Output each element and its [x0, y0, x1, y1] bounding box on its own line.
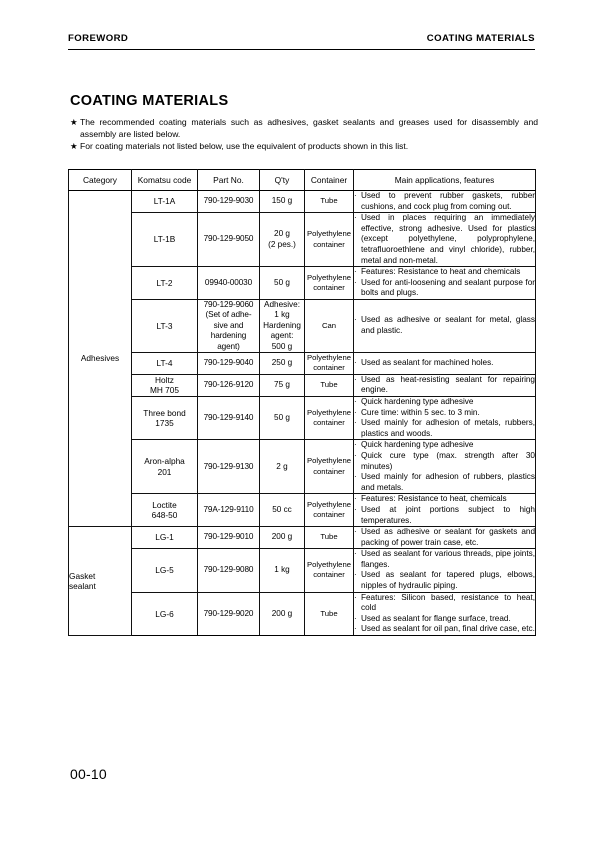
table-row: [69, 549, 536, 592]
bullet-dot-icon: ·: [354, 315, 357, 325]
container-cell: Polyethylene container: [305, 494, 354, 527]
bullet-dot-icon: ·: [354, 396, 357, 406]
header-right-text: COATING MATERIALS: [426, 33, 535, 44]
komatsu-code-cell: Holtz MH 705: [132, 374, 198, 396]
category-cell: Gasket sealant: [69, 527, 132, 636]
feature-item: [354, 278, 535, 299]
part-no-cell: 09940-00030: [198, 267, 260, 300]
bullet-dot-icon: ·: [354, 527, 357, 537]
feature-item: [354, 472, 535, 493]
bullet-dot-icon: ·: [354, 450, 357, 460]
main-applications-cell: [354, 592, 536, 635]
qty-cell: 50 g: [260, 396, 305, 439]
part-no-cell: 790-129-9010: [198, 527, 260, 549]
feature-text: Used at joint portions subject to high temperatures.: [361, 504, 535, 525]
container-cell: Polyethylene container: [305, 549, 354, 592]
part-no-cell: 790-129-9050: [198, 213, 260, 267]
part-no-cell: 790-129-9140: [198, 396, 260, 439]
intro-note-1: [70, 117, 538, 140]
feature-item: [354, 549, 535, 570]
komatsu-code-cell: LG-5: [132, 549, 198, 592]
part-no-cell: 790-129-9130: [198, 440, 260, 494]
main-applications-cell: [354, 527, 536, 549]
komatsu-code-cell: Aron-alpha 201: [132, 440, 198, 494]
feature-item: [354, 494, 535, 505]
coating-materials-table: [68, 169, 536, 636]
container-cell: Tube: [305, 592, 354, 635]
feature-item: [354, 451, 535, 472]
main-applications-cell: [354, 374, 536, 396]
feature-text: Used as sealant for oil pan, final drive case, etc.: [361, 624, 535, 634]
qty-cell: 50 g: [260, 267, 305, 300]
feature-list: [354, 267, 535, 299]
feature-item: [354, 505, 535, 526]
star-icon: ★: [70, 141, 78, 152]
qty-cell: 200 g: [260, 592, 305, 635]
table-head: [69, 170, 536, 191]
part-no-cell: 790-126-9120: [198, 374, 260, 396]
qty-cell: 150 g: [260, 191, 305, 213]
table-row: [69, 494, 536, 527]
table-row: [69, 527, 536, 549]
feature-list: [354, 549, 535, 591]
main-applications-cell: [354, 213, 536, 267]
intro-notes: [70, 117, 538, 154]
qty-cell: 2 g: [260, 440, 305, 494]
feature-item: [354, 418, 535, 439]
feature-item: [354, 614, 535, 625]
column-header-container: Container: [305, 170, 354, 191]
part-no-cell: 790-129-9020: [198, 592, 260, 635]
table-row: [69, 213, 536, 267]
bullet-dot-icon: ·: [354, 374, 357, 384]
feature-text: Features: Silicon based, resistance to heat, cold: [361, 592, 535, 613]
page-number: 00-10: [70, 766, 107, 782]
main-applications-cell: [354, 191, 536, 213]
container-cell: Polyethylene container: [305, 352, 354, 374]
bullet-dot-icon: ·: [354, 191, 357, 200]
qty-cell: 50 cc: [260, 494, 305, 527]
star-icon: ★: [70, 117, 78, 127]
qty-cell: 1 kg: [260, 549, 305, 592]
table-row: [69, 352, 536, 374]
bullet-dot-icon: ·: [354, 472, 357, 482]
part-no-cell: 790-129-9040: [198, 352, 260, 374]
feature-text: Cure time: within 5 sec. to 3 min.: [361, 407, 480, 417]
header-left-text: FOREWORD: [68, 33, 129, 44]
feature-item: [354, 624, 535, 635]
page-title: COATING MATERIALS: [70, 93, 229, 109]
feature-text: Used as sealant for machined holes.: [361, 358, 494, 368]
bullet-dot-icon: ·: [354, 504, 357, 514]
bullet-dot-icon: ·: [354, 549, 357, 559]
feature-list: [354, 358, 535, 369]
table-row: [69, 191, 536, 213]
feature-list: [354, 213, 535, 266]
main-applications-cell: [354, 440, 536, 494]
container-cell: Tube: [305, 374, 354, 396]
feature-item: [354, 315, 535, 336]
table-row: [69, 267, 536, 300]
feature-list: [354, 315, 535, 336]
feature-item: [354, 408, 535, 419]
table-row: [69, 396, 536, 439]
bullet-dot-icon: ·: [354, 277, 357, 287]
feature-text: Used as sealant for various threads, pipe joints, flanges.: [361, 549, 535, 569]
bullet-dot-icon: ·: [354, 570, 357, 580]
feature-text: Used for anti-loosening and sealant purpose for bolts and plugs.: [361, 277, 535, 298]
part-no-cell: 790-129-9060 (Set of adhe- sive and hardening agent): [198, 299, 260, 352]
bullet-dot-icon: ·: [354, 592, 357, 602]
container-cell: Polyethylene container: [305, 396, 354, 439]
feature-item: [354, 375, 535, 396]
bullet-dot-icon: ·: [354, 267, 357, 277]
feature-list: [354, 375, 535, 396]
qty-cell: 75 g: [260, 374, 305, 396]
intro-note-1-text: The recommended coating materials such as adhesives, gasket sealants and greases used for disassembly and assembly are listed below.: [80, 117, 538, 139]
column-header-part-no: Part No.: [198, 170, 260, 191]
part-no-cell: 79A-129-9110: [198, 494, 260, 527]
feature-item: [354, 570, 535, 591]
container-cell: Polyethylene container: [305, 213, 354, 267]
table-header-row: [69, 170, 536, 191]
feature-text: Used in places requiring an immediately effective, strong adhesive. Used for plastics (except polyethylene, polyprophylene, tetrafluoroethlene and vinyl chloride), rubber, metal and non-metal.: [361, 213, 535, 265]
main-applications-cell: [354, 549, 536, 592]
table-row: [69, 440, 536, 494]
part-no-cell: 790-129-9030: [198, 191, 260, 213]
feature-item: [354, 267, 535, 278]
komatsu-code-cell: LT-3: [132, 299, 198, 352]
main-applications-cell: [354, 494, 536, 527]
bullet-dot-icon: ·: [354, 358, 357, 368]
komatsu-code-cell: Three bond 1735: [132, 396, 198, 439]
main-applications-cell: [354, 352, 536, 374]
bullet-dot-icon: ·: [354, 213, 357, 223]
container-cell: Polyethylene container: [305, 267, 354, 300]
column-header-main-applications: Main applications, features: [354, 170, 536, 191]
header-rule: [68, 49, 535, 50]
feature-text: Quick cure type (max. strength after 30 minutes): [361, 450, 535, 471]
feature-text: Used to prevent rubber gaskets, rubber cushions, and cock plug from coming out.: [361, 191, 535, 211]
feature-text: Used mainly for adhesion of rubbers, plastics and metals.: [361, 472, 535, 492]
container-cell: Tube: [305, 191, 354, 213]
main-applications-cell: [354, 396, 536, 439]
table-body: [69, 191, 536, 636]
qty-cell: 200 g: [260, 527, 305, 549]
bullet-dot-icon: ·: [354, 624, 357, 634]
qty-cell: Adhesive: 1 kg Hardening agent: 500 g: [260, 299, 305, 352]
feature-list: [354, 191, 535, 212]
container-cell: Can: [305, 299, 354, 352]
bullet-dot-icon: ·: [354, 494, 357, 504]
main-applications-cell: [354, 267, 536, 300]
column-header-category: Category: [69, 170, 132, 191]
intro-note-2: [70, 141, 538, 153]
feature-item: [354, 213, 535, 266]
feature-list: [354, 494, 535, 526]
feature-item: [354, 191, 535, 212]
coating-materials-table-wrapper: [68, 169, 535, 636]
feature-text: Features: Resistance to heat and chemicals: [361, 267, 521, 277]
category-cell: Adhesives: [69, 191, 132, 527]
komatsu-code-cell: LG-6: [132, 592, 198, 635]
feature-text: Used as sealant for tapered plugs, elbows, nipples of hydraulic piping.: [361, 570, 535, 591]
feature-item: [354, 440, 535, 451]
komatsu-code-cell: LT-4: [132, 352, 198, 374]
feature-list: [354, 397, 535, 439]
feature-text: Quick hardening type adhesive: [361, 396, 474, 406]
container-cell: Polyethylene container: [305, 440, 354, 494]
komatsu-code-cell: LT-1A: [132, 191, 198, 213]
feature-item: [354, 527, 535, 548]
feature-text: Quick hardening type adhesive: [361, 440, 474, 450]
feature-item: [354, 358, 535, 369]
feature-item: [354, 593, 535, 614]
feature-list: [354, 440, 535, 493]
table-row: [69, 374, 536, 396]
feature-text: Features: Resistance to heat, chemicals: [361, 494, 507, 504]
komatsu-code-cell: LG-1: [132, 527, 198, 549]
feature-text: Used mainly for adhesion of metals, rubbers, plastics and woods.: [361, 418, 535, 438]
feature-text: Used as adhesive or sealant for gaskets and packing of power train case, etc.: [361, 527, 535, 547]
bullet-dot-icon: ·: [354, 440, 357, 450]
intro-note-2-text: For coating materials not listed below, use the equivalent of products shown in this list.: [80, 141, 409, 152]
column-header-komatsu-code: Komatsu code: [132, 170, 198, 191]
feature-item: [354, 397, 535, 408]
part-no-cell: 790-129-9080: [198, 549, 260, 592]
qty-cell: 20 g (2 pes.): [260, 213, 305, 267]
komatsu-code-cell: Loctite 648-50: [132, 494, 198, 527]
bullet-dot-icon: ·: [354, 418, 357, 428]
feature-text: Used as sealant for flange surface, tread.: [361, 613, 511, 623]
feature-text: Used as heat-resisting sealant for repairing engine.: [361, 374, 535, 395]
table-row: [69, 592, 536, 635]
bullet-dot-icon: ·: [354, 407, 357, 417]
main-applications-cell: [354, 299, 536, 352]
feature-list: [354, 527, 535, 548]
bullet-dot-icon: ·: [354, 613, 357, 623]
feature-text: Used as adhesive or sealant for metal, glass and plastic.: [361, 315, 535, 335]
feature-list: [354, 593, 535, 635]
komatsu-code-cell: LT-2: [132, 267, 198, 300]
komatsu-code-cell: LT-1B: [132, 213, 198, 267]
container-cell: Tube: [305, 527, 354, 549]
table-row: [69, 299, 536, 352]
running-header: [68, 33, 535, 44]
qty-cell: 250 g: [260, 352, 305, 374]
column-header-qty: Q'ty: [260, 170, 305, 191]
